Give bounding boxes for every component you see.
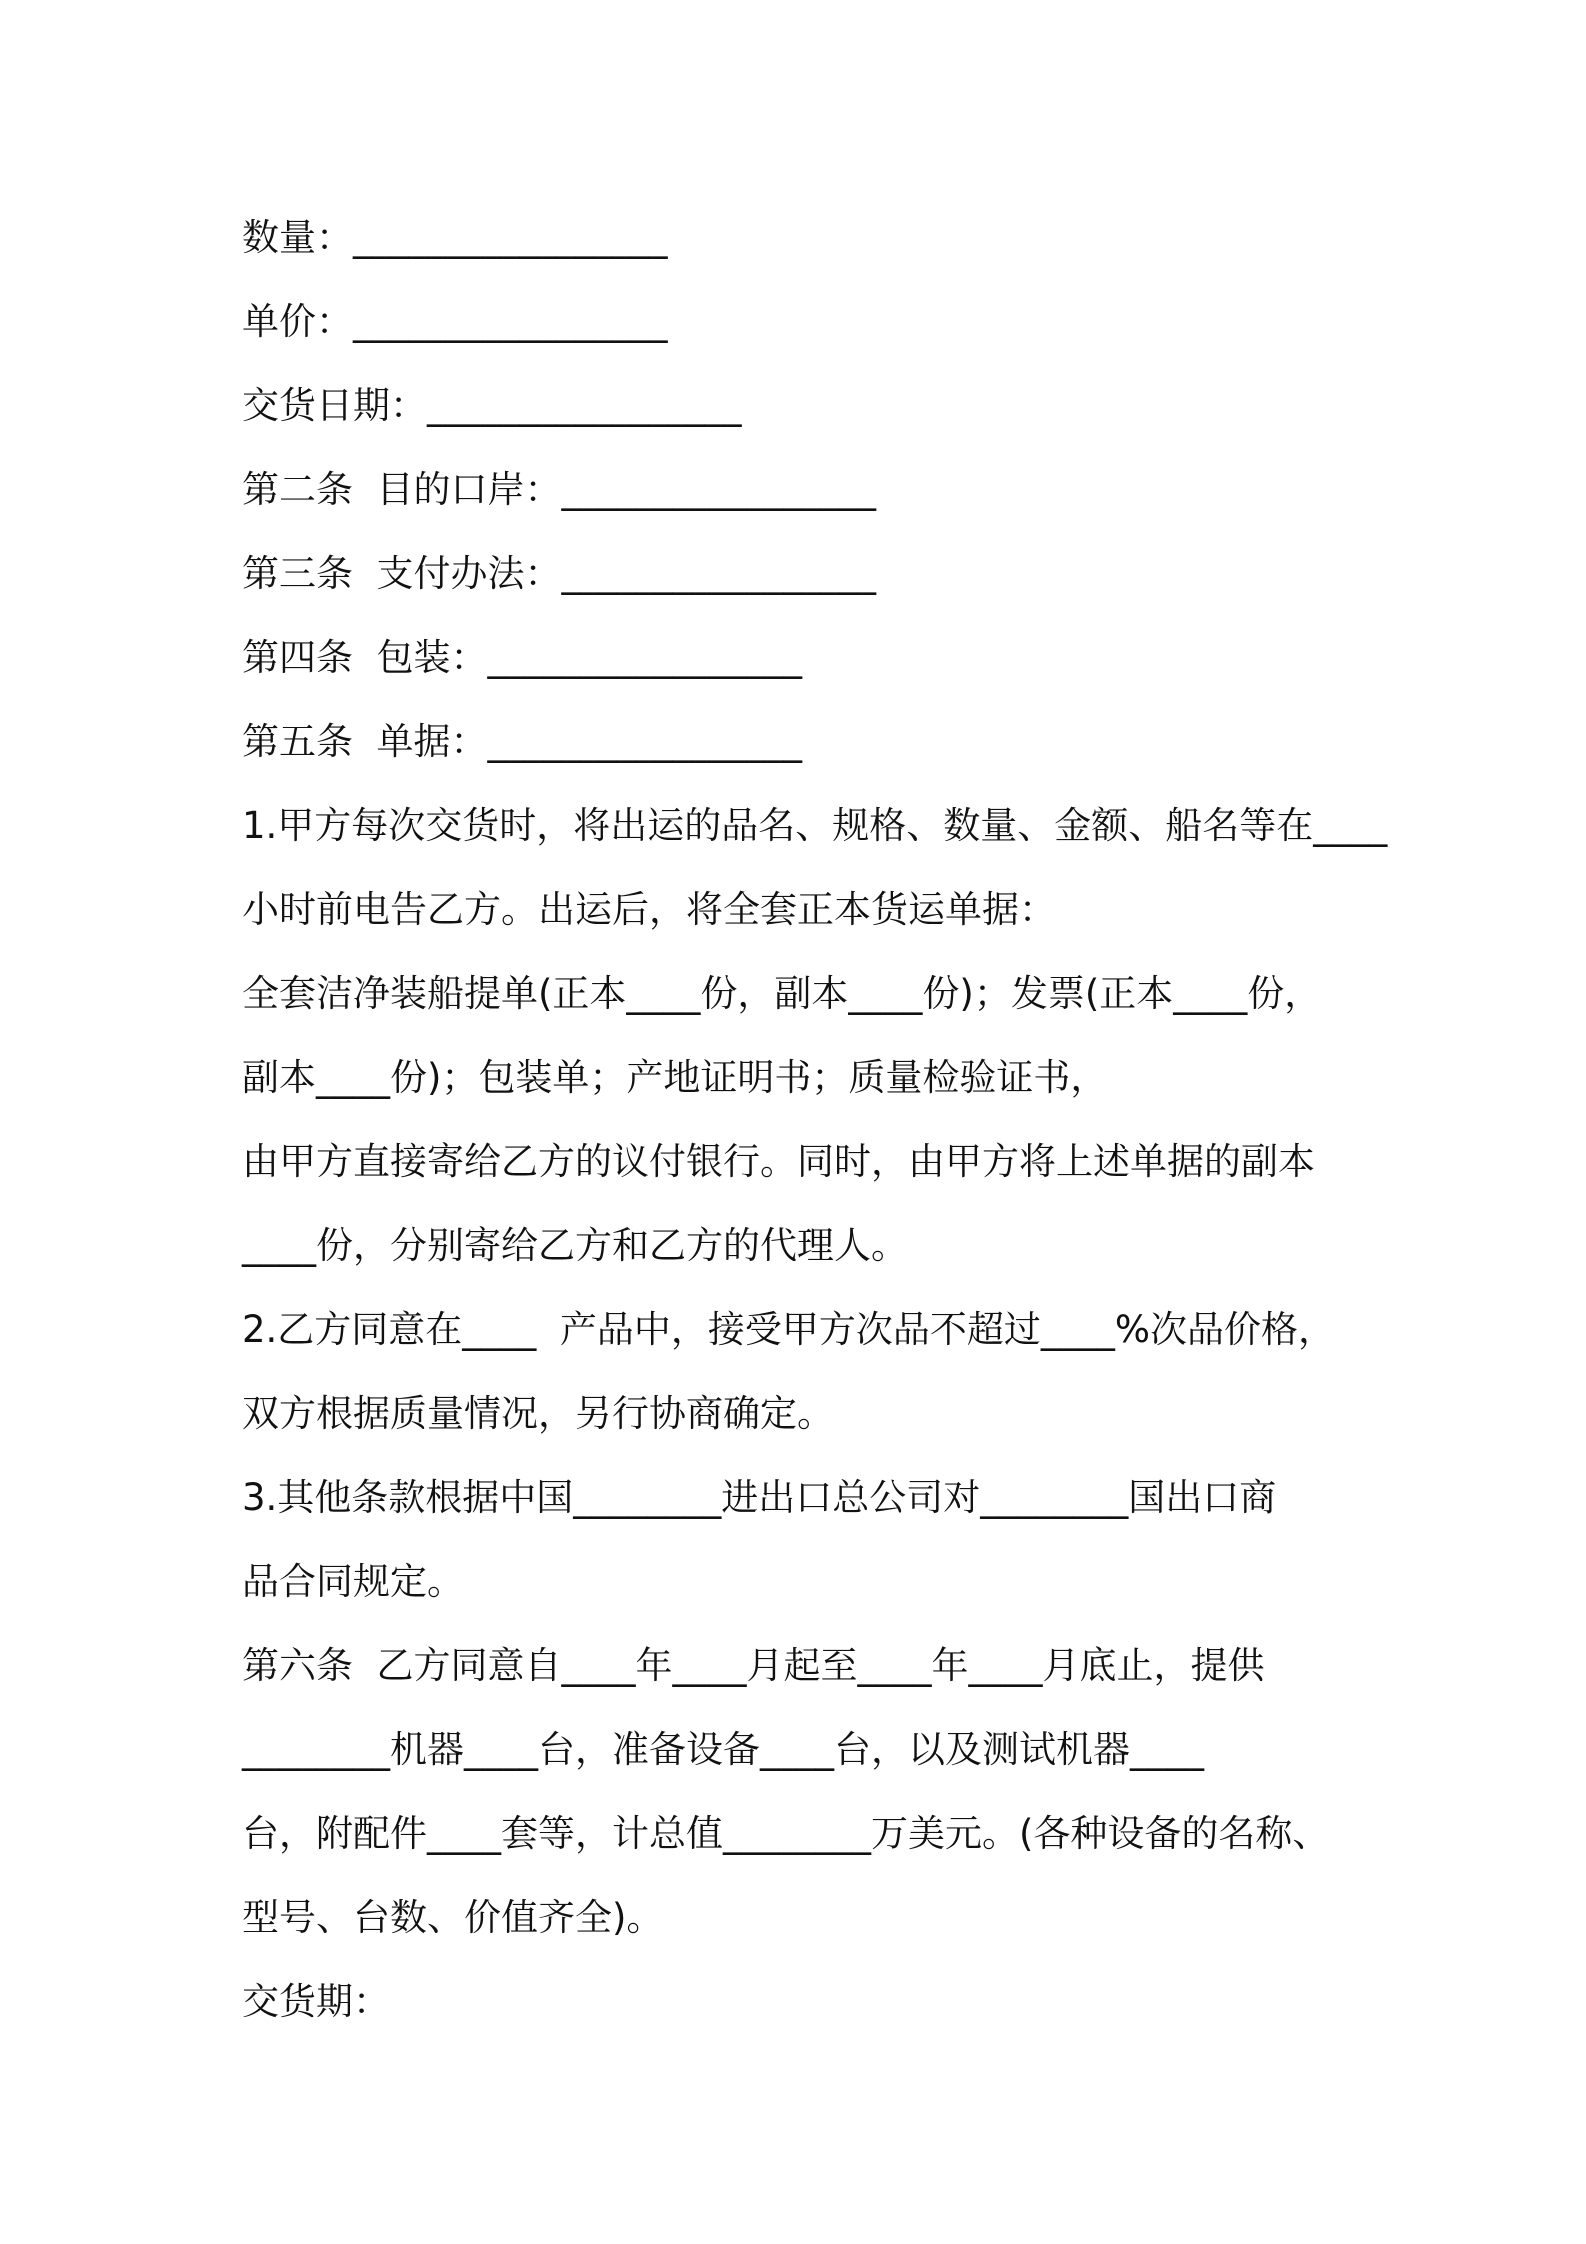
article-5-documents: 第五条 单据：_________________ — [242, 720, 803, 763]
clause-1-line-6: ____份，分别寄给乙方和乙方的代理人。 — [242, 1224, 908, 1267]
quantity-field-line: 数量：_________________ — [242, 216, 668, 259]
article-6-line-1: 第六条 乙方同意自____年____月起至____年____月底止，提供 — [242, 1644, 1265, 1687]
clause-2-line-2: 双方根据质量情况，另行协商确定。 — [242, 1392, 834, 1435]
clause-3-line-1: 3.其他条款根据中国________进出口总公司对________国出口商 — [242, 1476, 1277, 1519]
clause-3-line-2: 品合同规定。 — [242, 1560, 464, 1603]
clause-1-line-5: 由甲方直接寄给乙方的议付银行。同时，由甲方将上述单据的副本 — [242, 1140, 1315, 1183]
article-6-line-2: ________机器____台，准备设备____台，以及测试机器____ — [242, 1728, 1204, 1771]
delivery-period-label: 交货期： — [242, 1980, 390, 2023]
article-6-line-4: 型号、台数、价值齐全)。 — [242, 1896, 664, 1939]
clause-1-line-2: 小时前电告乙方。出运后，将全套正本货运单据： — [242, 888, 1056, 931]
unit-price-field-line: 单价：_________________ — [242, 300, 668, 343]
document-page — [242, 196, 1388, 2044]
delivery-date-field-line: 交货日期：_________________ — [242, 384, 742, 427]
article-4-packing: 第四条 包装：_________________ — [242, 636, 803, 679]
clause-1-line-4: 副本____份)；包装单；产地证明书；质量检验证书， — [242, 1056, 1108, 1099]
article-3-payment-method: 第三条 支付办法：_________________ — [242, 552, 877, 595]
article-6-line-3: 台，附配件____套等，计总值________万美元。(各种设备的名称、 — [242, 1812, 1330, 1855]
article-2-destination-port: 第二条 目的口岸：_________________ — [242, 468, 877, 511]
clause-1-line-3: 全套洁净装船提单(正本____份，副本____份)；发票(正本____份， — [242, 972, 1322, 1015]
clause-1-line-1: 1.甲方每次交货时，将出运的品名、规格、数量、金额、船名等在____ — [242, 804, 1388, 847]
clause-2-line-1: 2.乙方同意在____ 产品中，接受甲方次品不超过____%次品价格， — [242, 1308, 1335, 1351]
